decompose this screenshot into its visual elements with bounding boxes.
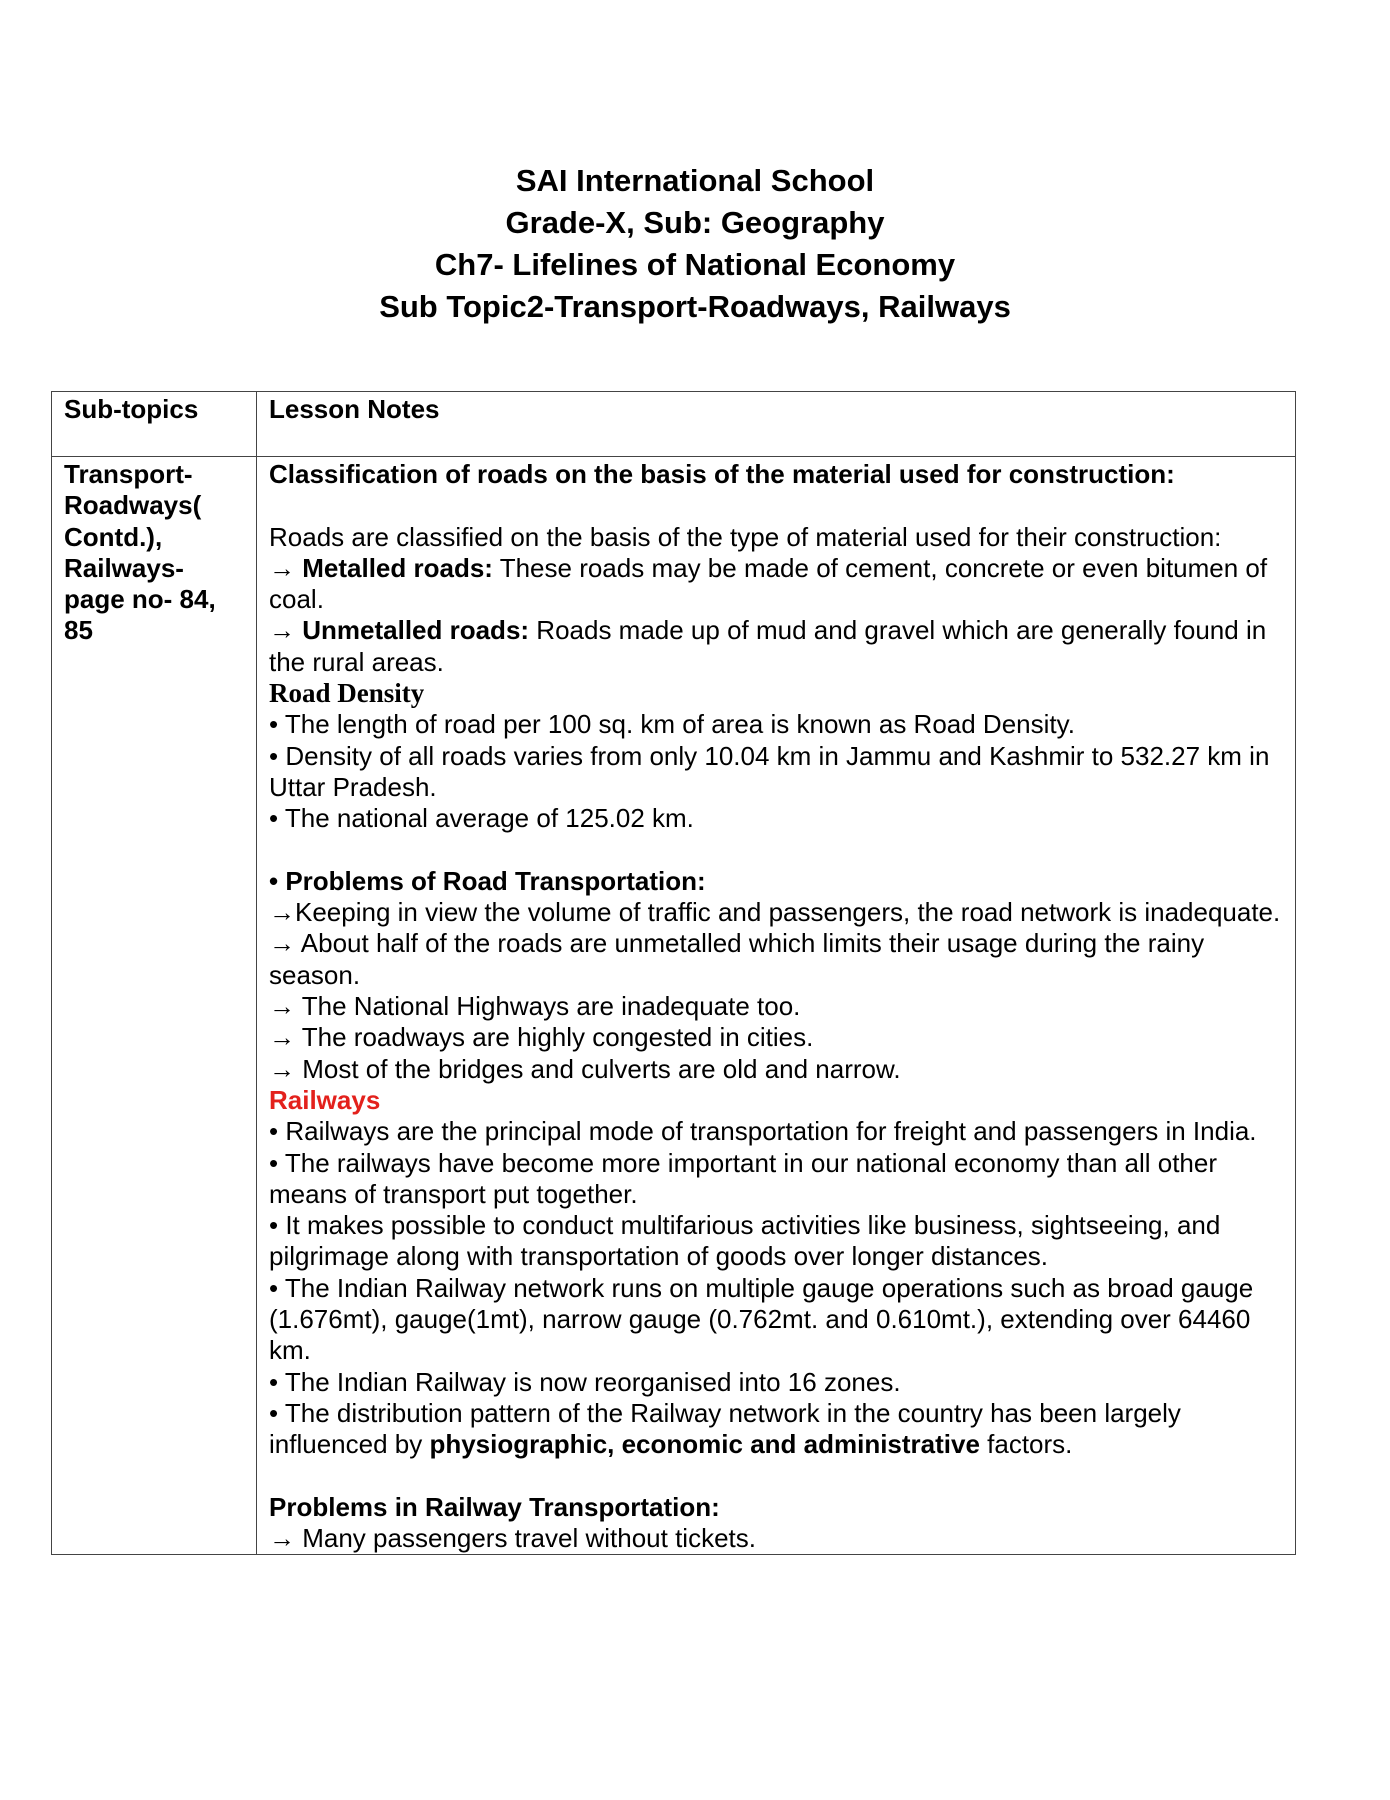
distribution-text-end: factors. <box>979 1429 1073 1460</box>
rail-problem-point: → Many passengers travel without tickets. <box>269 1523 756 1554</box>
subtopic-line: Railways- <box>64 552 184 583</box>
road-problem-point: → The National Highways are inadequate too. <box>269 991 801 1022</box>
classification-heading: Classification of roads on the basis of the material used for construction: <box>269 459 1175 489</box>
lesson-notes-table <box>51 391 1296 1555</box>
subtopic-line: 85 <box>64 615 93 646</box>
metalled-roads-label: Metalled roads: <box>302 552 493 583</box>
road-problem-point: → Most of the bridges and culverts are old and narrow. <box>269 1053 901 1084</box>
subtopic-line: Roadways( <box>64 490 202 521</box>
railways-heading: Railways <box>269 1084 381 1115</box>
column-header-subtopics: Sub-topics <box>52 392 257 457</box>
unmetalled-roads-text: Roads made up of mud and gravel which are generally found in the rural areas. <box>269 615 1267 677</box>
table-header-row <box>52 392 1296 457</box>
subtopic-line: page no- 84, <box>64 584 216 615</box>
subtopic-title: Sub Topic2-Transport-Roadways, Railways <box>379 289 1011 324</box>
subtopic-cell <box>52 457 257 1555</box>
lesson-notes-cell <box>257 457 1296 1555</box>
subtopic-line: Contd.), <box>64 521 163 552</box>
railways-distribution-point <box>269 1398 1285 1461</box>
document-header <box>0 160 1390 328</box>
railways-point: • Railways are the principal mode of transportation for freight and passengers in India. <box>269 1116 1257 1147</box>
subtopic-line: Transport- <box>64 459 193 489</box>
grade-subject: Grade-X, Sub: Geography <box>505 205 885 240</box>
distribution-text-start: • The distribution pattern of the Railway network in the country has been largely influenced by <box>269 1397 1181 1460</box>
unmetalled-roads-label: Unmetalled roads: <box>302 615 530 646</box>
road-density-heading: Road Density <box>269 678 425 709</box>
railways-point: • The Indian Railway is now reorganised into 16 zones. <box>269 1366 901 1397</box>
railways-point: • It makes possible to conduct multifarious activities like business, sightseeing, and pilgrimage along with transportation of goods over longer distances. <box>269 1210 1221 1272</box>
road-problem-point: → The roadways are highly congested in cities. <box>269 1022 814 1053</box>
unmetalled-roads-item: → Unmetalled roads: Roads made up of mud and gravel which are generally found in the rural areas. <box>269 615 1267 677</box>
distribution-factors: physiographic, economic and administrative <box>429 1429 980 1460</box>
metalled-roads-item: → Metalled roads: These roads may be made of cement, concrete or even bitumen of coal. <box>269 552 1268 615</box>
road-problem-point: → About half of the roads are unmetalled which limits their usage during the rainy season. <box>269 928 1205 990</box>
chapter-title: Ch7- Lifelines of National Economy <box>434 247 956 282</box>
road-density-point: • Density of all roads varies from only 10.04 km in Jammu and Kashmir to 532.27 km in Uttar Pradesh. <box>269 740 1270 802</box>
road-density-point: • The national average of 125.02 km. <box>269 803 694 834</box>
school-name: SAI International School <box>515 163 875 198</box>
classification-intro: Roads are classified on the basis of the type of material used for their construction: <box>269 521 1222 552</box>
railways-point: • The railways have become more important in our national economy than all other means of transport put together. <box>269 1147 1218 1209</box>
road-problems-heading: • Problems of Road Transportation: <box>269 865 706 896</box>
rail-problems-heading: Problems in Railway Transportation: <box>269 1491 720 1522</box>
road-problem-point: →Keeping in view the volume of traffic and passengers, the road network is inadequate. <box>269 897 1281 928</box>
railways-point: • The Indian Railway network runs on multiple gauge operations such as broad gauge (1.676mt), gauge(1mt), narrow gauge (0.762mt. and 0.610mt.), extending over 64460 km. <box>269 1272 1254 1366</box>
column-header-lesson-notes: Lesson Notes <box>257 392 1296 457</box>
road-density-point: • The length of road per 100 sq. km of area is known as Road Density. <box>269 709 1075 740</box>
table-row <box>52 457 1296 1555</box>
metalled-roads-text: These roads may be made of cement, concrete or even bitumen of coal. <box>269 552 1268 615</box>
